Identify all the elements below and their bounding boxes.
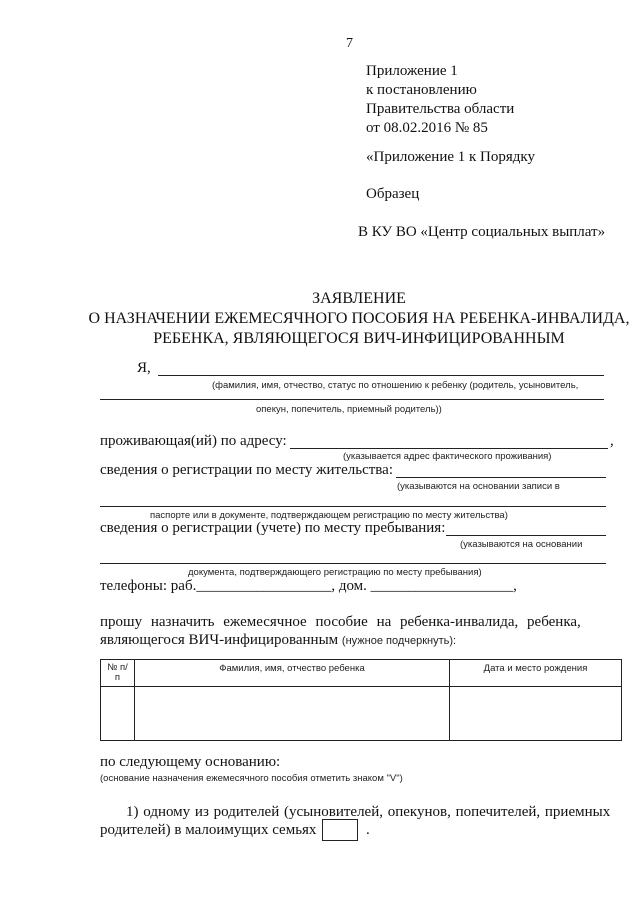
request-note: (нужное подчеркнуть): [341,635,457,647]
title-line-2: О НАЗНАЧЕНИИ ЕЖЕМЕСЯЧНОГО ПОСОБИЯ НА РЕБЕНКА-ИНВАЛИДА, [88,310,630,327]
registration-hint-2: паспорте или в документе, подтверждающем регистрацию по месту жительства) [150,510,508,521]
applicant-status-line[interactable] [100,399,604,400]
basis-note: (основание назначения ежемесячного пособия отметить знаком "V") [100,773,403,784]
address-end: , [610,433,614,449]
children-table [100,659,622,741]
applicant-hint-2: опекун, попечитель, приемный родитель)) [256,404,442,415]
stay-line[interactable] [446,535,606,536]
registration-line[interactable] [396,477,606,478]
option-1-line-2: родителей) в малоимущих семьях [100,822,317,838]
table-cell-number[interactable] [101,687,135,741]
address-hint: (указывается адрес фактического проживания) [343,451,552,462]
option-1-end: . [366,822,370,838]
applicant-hint-1: (фамилия, имя, отчество, статус по отношению к ребенку (родитель, усыновитель, [212,380,579,391]
title-line-1: ЗАЯВЛЕНИЕ [312,290,406,307]
appendix-line: к постановлению [366,82,477,98]
stay-label: сведения о регистрации (учете) по месту пребывания: [100,520,446,536]
col-number-header: № п/п [101,660,135,687]
address-line[interactable] [290,448,608,449]
request-line-1: прошу назначить ежемесячное пособие на ребенка-инвалида, ребенка, [100,614,581,630]
col-name-header: Фамилия, имя, отчество ребенка [135,660,450,687]
title-line-3: РЕБЕНКА, ЯВЛЯЮЩЕГОСЯ ВИЧ-ИНФИЦИРОВАННЫМ [153,330,565,347]
stay-hint-1: (указываются на основании [460,539,583,550]
col-birth-header: Дата и место рождения [450,660,622,687]
appendix-line: Приложение 1 [366,63,458,79]
registration-hint-1: (указываются на основании записи в [397,481,560,492]
table-cell-name[interactable] [135,687,450,741]
appendix-block [366,62,514,138]
request-line-2-text: являющегося ВИЧ-инфицированным [100,632,339,648]
order-appendix: «Приложение 1 к Порядку [366,149,535,165]
phones-line: телефоны: раб.__________________, дом. ___________________, [100,578,517,594]
option-1-checkbox[interactable] [322,819,358,841]
table-header-row [101,660,622,687]
table-cell-birth[interactable] [450,687,622,741]
basis-label: по следующему основанию: [100,754,281,770]
appendix-line: от 08.02.2016 № 85 [366,120,488,136]
registration-line-2[interactable] [100,506,606,507]
applicant-prefix: Я, [137,360,151,376]
request-line-2 [100,632,456,649]
table-row [101,687,622,741]
page-number: 7 [346,36,353,51]
sample-label: Образец [366,186,420,202]
stay-hint-2: документа, подтверждающего регистрацию по месту пребывания) [188,567,482,578]
registration-label: сведения о регистрации по месту жительства: [100,462,393,478]
applicant-name-line[interactable] [158,375,604,376]
appendix-line: Правительства области [366,101,515,117]
addressee: В КУ ВО «Центр социальных выплат» [358,224,606,240]
option-1-line-1: 1) одному из родителей (усыновителей, опекунов, попечителей, приемных [126,804,611,820]
address-label: проживающая(ий) по адресу: [100,433,287,449]
stay-line-2[interactable] [100,563,606,564]
